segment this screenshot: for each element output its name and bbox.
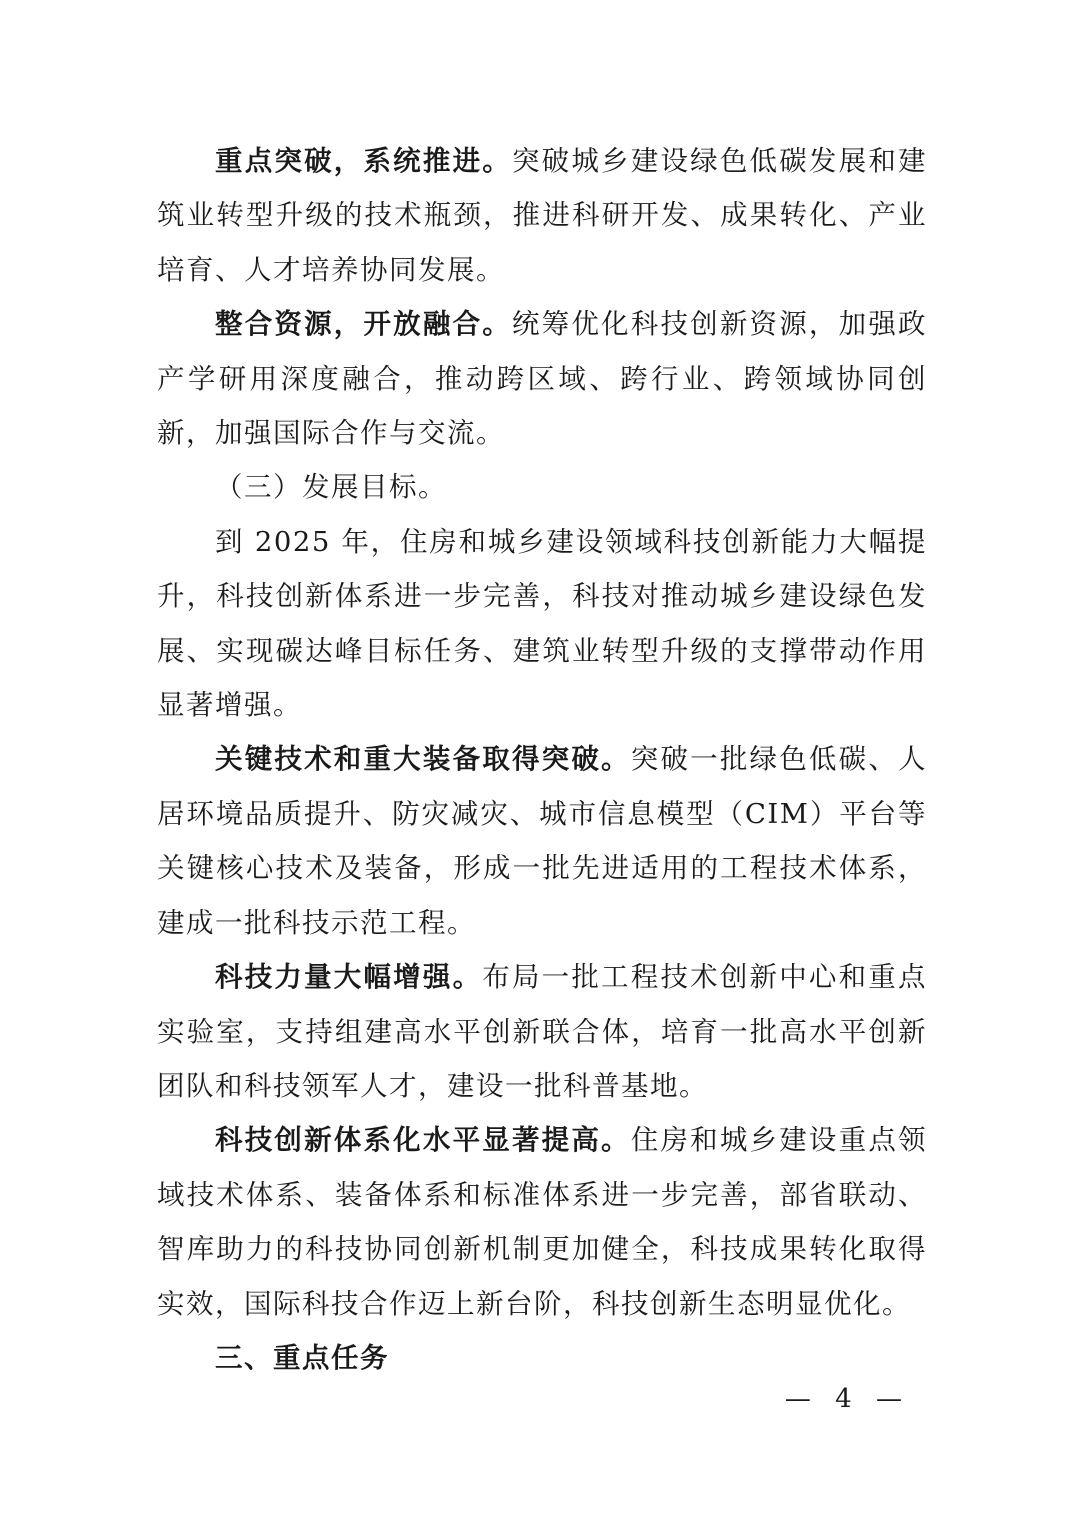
principle-paragraph-2 [157, 297, 927, 460]
goal-intro-paragraph: 到 2025 年，住房和城乡建设领域科技创新能力大幅提升，科技创新体系进一步完善，科技对推动城乡建设绿色发展、实现碳达峰目标任务、建筑业转型升级的支撑带动作用显著增强。 [157, 525, 927, 722]
goal-paragraph-2 [157, 950, 927, 1113]
goal-2-lead: 科技力量大幅增强。 [215, 961, 483, 994]
goal-3-body: 住房和城乡建设重点领域技术体系、装备体系和标准体系进一步完善，部省联动、智库助力的科技协同创新机制更加健全，科技成果转化取得实效，国际科技合作迈上新台阶，科技创新生态明显优化。 [157, 1124, 928, 1320]
goal-2-body: 布局一批工程技术创新中心和重点实验室，支持组建高水平创新联合体，培育一批高水平创新团队和科技领军人才，建设一批科普基地。 [157, 961, 928, 1102]
goal-1-lead: 关键技术和重大装备取得突破。 [215, 743, 631, 776]
subheading-development-goals: （三）发展目标。 [215, 471, 447, 504]
principle-2-lead: 整合资源，开放融合。 [215, 308, 512, 341]
goal-3-lead: 科技创新体系化水平显著提高。 [215, 1124, 631, 1157]
principle-1-body: 突破城乡建设绿色低碳发展和建筑业转型升级的技术瓶颈，推进科研开发、成果转化、产业培育、人才培养协同发展。 [157, 145, 928, 286]
document-body [157, 134, 927, 1385]
principle-1-lead: 重点突破，系统推进。 [215, 145, 512, 177]
principle-paragraph-1 [157, 134, 927, 297]
page-number: — 4 — [784, 1384, 910, 1414]
section-heading-key-tasks: 三、重点任务 [215, 1341, 389, 1374]
goal-paragraph-3 [157, 1113, 927, 1331]
principle-2-body: 统筹优化科技创新资源，加强政产学研用深度融合，推动跨区域、跨行业、跨领域协同创新，加强国际合作与交流。 [157, 308, 928, 450]
goal-paragraph-1 [157, 732, 927, 950]
goal-1-body: 突破一批绿色低碳、人居环境品质提升、防灾减灾、城市信息模型（CIM）平台等关键核心技术及装备，形成一批先进适用的工程技术体系，建成一批科技示范工程。 [157, 743, 928, 939]
